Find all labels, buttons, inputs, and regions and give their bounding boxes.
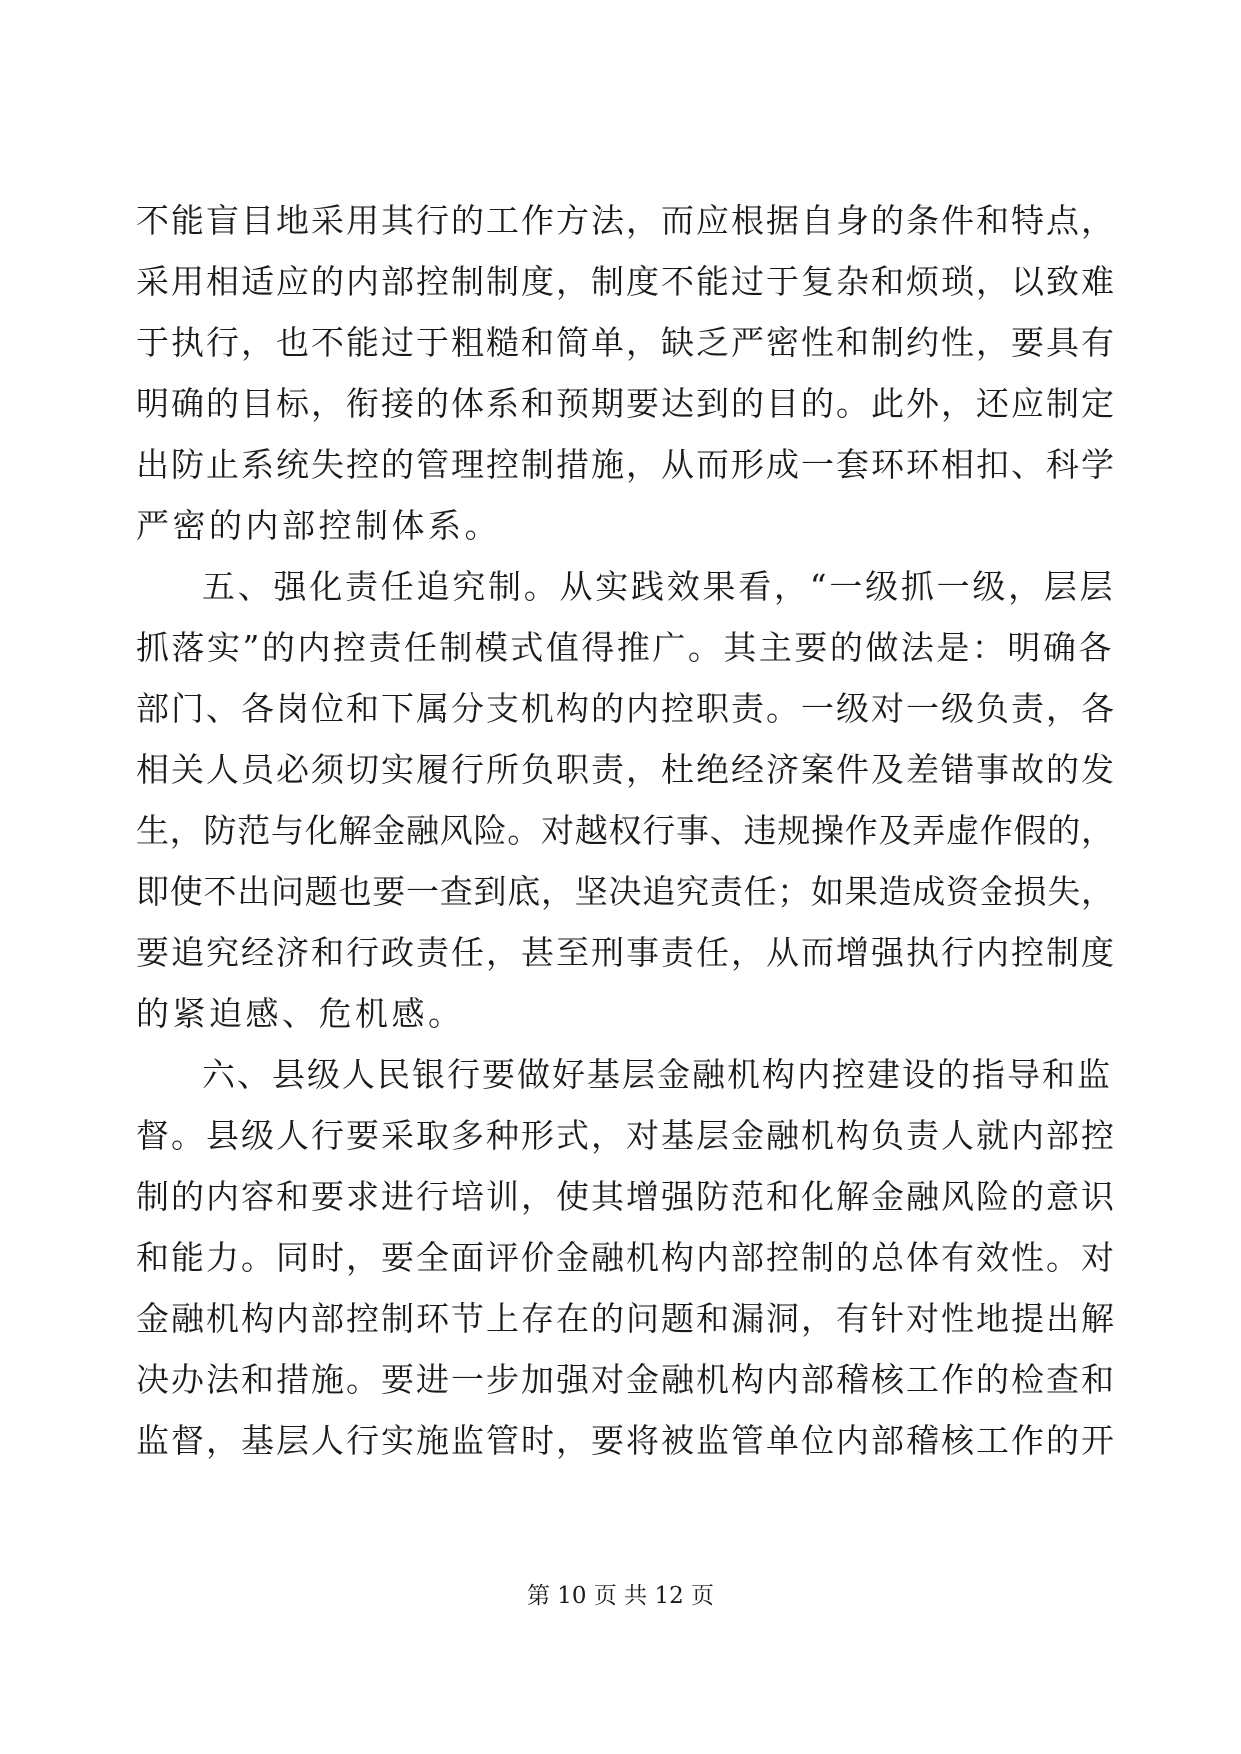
- text-line: 即使不出问题也要一查到底，坚决追究责任；如果造成资金损失，: [136, 872, 1115, 911]
- text-line: 于执行，也不能过于粗糙和简单，缺乏严密性和制约性，要具有: [136, 323, 1116, 362]
- text-line: 督。县级人行要采取多种形式，对基层金融机构负责人就内部控: [136, 1116, 1116, 1155]
- text-line: 严密的内部控制体系。: [136, 506, 501, 545]
- text-line: 五、强化责任追究制。从实践效果看，“一级抓一级，层层: [202, 567, 1116, 606]
- text-line: 的紧迫感、危机感。: [136, 994, 465, 1033]
- page-footer: 第 10 页 共 12 页: [526, 1583, 715, 1609]
- text-line: 采用相适应的内部控制制度，制度不能过于复杂和烦琐，以致难: [136, 262, 1116, 301]
- text-line: 要追究经济和行政责任，甚至刑事责任，从而增强执行内控制度: [136, 933, 1116, 972]
- text-line: 金融机构内部控制环节上存在的问题和漏洞，有针对性地提出解: [136, 1299, 1116, 1338]
- text-line: 制的内容和要求进行培训，使其增强防范和化解金融风险的意识: [136, 1177, 1116, 1216]
- text-line: 抓落实”的内控责任制模式值得推广。其主要的做法是：明确各: [136, 628, 1114, 667]
- text-line: 监督，基层人行实施监管时，要将被监管单位内部稽核工作的开: [136, 1421, 1116, 1460]
- text-line: 相关人员必须切实履行所负职责，杜绝经济案件及差错事故的发: [136, 750, 1116, 789]
- body-text: [136, 190, 1116, 1471]
- text-line: 生，防范与化解金融风险。对越权行事、违规操作及弄虚作假的，: [136, 811, 1115, 850]
- text-line: 决办法和措施。要进一步加强对金融机构内部稽核工作的检查和: [136, 1360, 1116, 1399]
- text-line: 明确的目标，衔接的体系和预期要达到的目的。此外，还应制定: [136, 384, 1116, 423]
- text-line: 六、县级人民银行要做好基层金融机构内控建设的指导和监: [202, 1055, 1112, 1094]
- text-line: 和能力。同时，要全面评价金融机构内部控制的总体有效性。对: [136, 1238, 1116, 1277]
- text-line: 出防止系统失控的管理控制措施，从而形成一套环环相扣、科学: [136, 445, 1116, 484]
- text-line: 不能盲目地采用其行的工作方法，而应根据自身的条件和特点，: [136, 201, 1116, 240]
- text-line: 部门、各岗位和下属分支机构的内控职责。一级对一级负责，各: [136, 689, 1116, 728]
